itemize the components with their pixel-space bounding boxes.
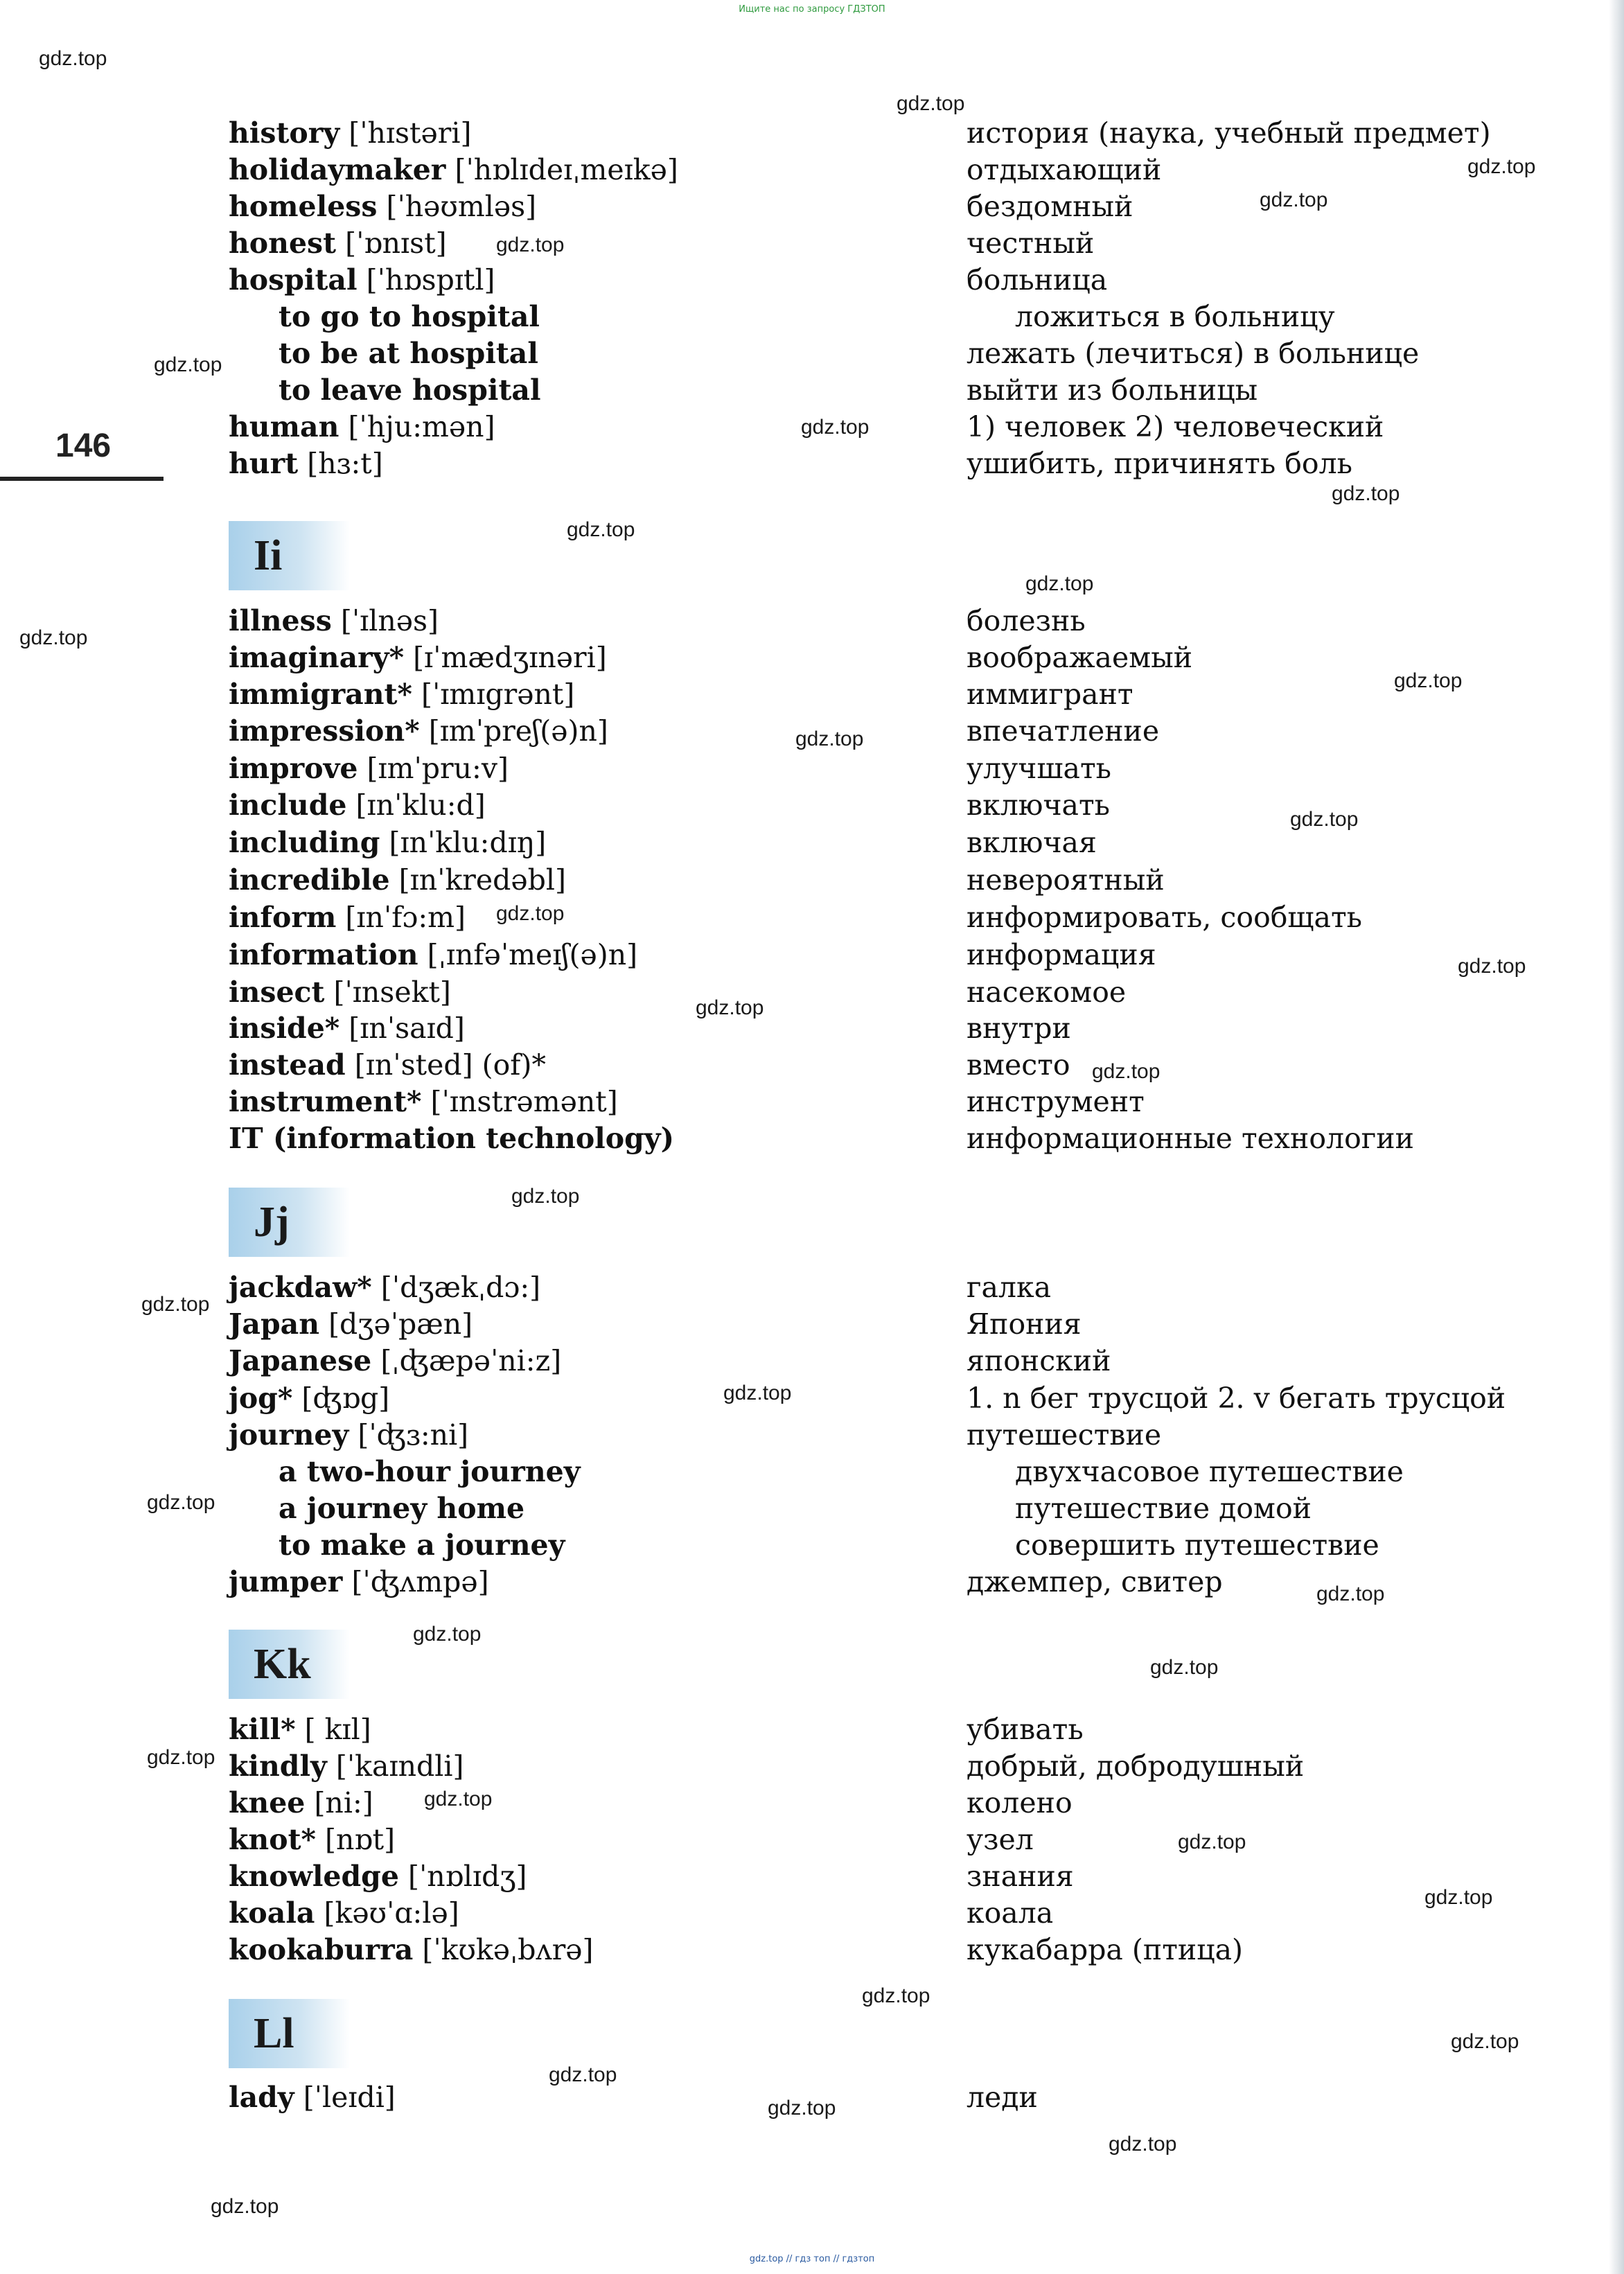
watermark: gdz.top [154, 353, 222, 376]
entry: hospital [ˈhɒspɪtl] больница [229, 263, 1108, 297]
entry: knowledge [ˈnɒlɪdʒ] знания [229, 1860, 1074, 1893]
entry: journey [ˈʤɜ:ni] путешествие [229, 1418, 1162, 1452]
entry: kookaburra [ˈkʊkəˌbʌrə] кукабарра (птица) [229, 1933, 1244, 1966]
watermark: gdz.top [147, 1491, 215, 1514]
entry: instrument* [ˈɪnstrəmənt] инструмент [229, 1085, 1145, 1118]
page-edge-shadow [1609, 0, 1624, 2274]
entry: Japan [dʒəˈpæn] Япония [229, 1307, 1082, 1341]
entry: immigrant* [ˈɪmɪgrənt] иммигрант [229, 678, 1133, 711]
watermark: gdz.top [19, 626, 88, 649]
entry: impression* [ɪmˈpreʃ(ə)n] впечатление [229, 714, 1160, 748]
entry: koala [kəʊˈɑ:lə] коала [229, 1896, 1054, 1930]
entry: knee [ni:] колено [229, 1786, 1073, 1819]
letter-heading-j: Jj [229, 1188, 350, 1257]
entry: incredible [ɪnˈkredəbl] невероятный [229, 863, 1165, 897]
watermark: gdz.top [424, 1788, 493, 1810]
watermark: gdz.top [801, 416, 870, 439]
watermark: gdz.top [549, 2063, 617, 2086]
letter-heading-k: Kk [229, 1630, 350, 1699]
watermark: gdz.top [567, 518, 635, 541]
watermark: gdz.top [1451, 2030, 1519, 2053]
entry: jog* [ʤɒg] 1. n бег трусцой 2. v бегать трусцой [229, 1382, 1506, 1415]
watermark: gdz.top [1109, 2133, 1177, 2156]
watermark: gdz.top [413, 1623, 482, 1646]
entry: lady [ˈleɪdi] леди [229, 2081, 1038, 2114]
watermark: gdz.top [141, 1293, 210, 1316]
watermark: gdz.top [696, 996, 764, 1019]
entry: homeless [ˈhəʊmləs] бездомный [229, 190, 1133, 223]
watermark: gdz.top [1178, 1831, 1246, 1853]
sub-entry: to go to hospital ложиться в больницу [279, 300, 1335, 333]
entry: insect [ˈɪnsekt] насекомое [229, 976, 1127, 1009]
watermark: gdz.top [39, 47, 107, 70]
watermark: gdz.top [897, 92, 965, 115]
letter-heading-i: Ii [229, 521, 350, 590]
watermark: gdz.top [496, 233, 565, 256]
sub-entry: a journey home путешествие домой [279, 1492, 1312, 1525]
watermark: gdz.top [511, 1185, 580, 1208]
watermark: gdz.top [1092, 1060, 1160, 1083]
entry: information [ˌɪnfəˈmeɪʃ(ə)n] информация [229, 938, 1156, 971]
entry: IT (information technology) информационные технологии [229, 1122, 1414, 1155]
watermark: gdz.top [768, 2097, 836, 2119]
page-number-rule [0, 477, 164, 481]
entry: kill* [ kɪl] убивать [229, 1713, 1084, 1746]
entry: illness [ˈɪlnəs] болезнь [229, 604, 1086, 637]
watermark: gdz.top [211, 2195, 279, 2218]
sub-entry: to be at hospital лежать (лечиться) в больнице [279, 337, 1420, 370]
entry: inform [ɪnˈfɔ:m] информировать, сообщать [229, 901, 1362, 934]
sub-entry: to make a journey совершить путешествие [279, 1528, 1379, 1562]
entry: jumper [ˈʤʌmpə] джемпер, свитер [229, 1565, 1223, 1598]
letter-heading-l: Ll [229, 1999, 350, 2068]
entry: Japanese [ˌʤæpəˈni:z] японский [229, 1344, 1111, 1377]
bottom-caption: gdz.top // гдз топ // гдзтоп [749, 2254, 875, 2264]
entry: imaginary* [ɪˈmædʒɪnəri] воображаемый [229, 641, 1193, 674]
watermark: gdz.top [1290, 808, 1359, 831]
watermark: gdz.top [723, 1382, 792, 1404]
watermark: gdz.top [1394, 669, 1463, 692]
watermark: gdz.top [1458, 955, 1526, 978]
watermark: gdz.top [795, 728, 864, 750]
entry: human [ˈhju:mən] 1) человек 2) человеческий [229, 410, 1384, 443]
watermark: gdz.top [1150, 1656, 1219, 1679]
entry: inside* [ɪnˈsaɪd] внутри [229, 1012, 1071, 1045]
sub-entry: a two-hour journey двухчасовое путешествие [279, 1455, 1404, 1488]
watermark: gdz.top [1332, 482, 1400, 505]
entry: instead [ɪnˈsted] (of)* вместо [229, 1048, 1070, 1082]
entry: knot* [nɒt] узел [229, 1823, 1034, 1856]
entry: improve [ɪmˈpru:v] улучшать [229, 752, 1111, 785]
watermark: gdz.top [1424, 1886, 1493, 1909]
entry: include [ɪnˈklu:d] включать [229, 788, 1111, 822]
entry: holidaymaker [ˈhɒlɪdeɪˌmeɪkə] отдыхающий [229, 153, 1162, 186]
sub-entry: to leave hospital выйти из больницы [279, 373, 1258, 407]
entry: including [ɪnˈklu:dɪŋ] включая [229, 826, 1097, 859]
watermark: gdz.top [1467, 155, 1536, 178]
entry: kindly [ˈkaɪndli] добрый, добродушный [229, 1749, 1305, 1783]
watermark: gdz.top [1260, 188, 1328, 211]
watermark: gdz.top [147, 1746, 215, 1769]
watermark: gdz.top [1316, 1583, 1385, 1605]
entry: history [ˈhɪstəri] история (наука, учебный предмет) [229, 116, 1491, 150]
entry: honest [ˈɒnɪst] честный [229, 227, 1095, 260]
entry: hurt [hɜ:t] ушибить, причинять боль [229, 447, 1352, 480]
watermark: gdz.top [862, 1984, 930, 2007]
watermark: gdz.top [496, 902, 565, 925]
top-caption: Ищите нас по запросу ГДЗТОП [739, 4, 885, 15]
page-number: 146 [55, 428, 112, 464]
watermark: gdz.top [1025, 572, 1094, 595]
entry: jackdaw* [ˈdʒækˌdɔ:] галка [229, 1271, 1052, 1304]
